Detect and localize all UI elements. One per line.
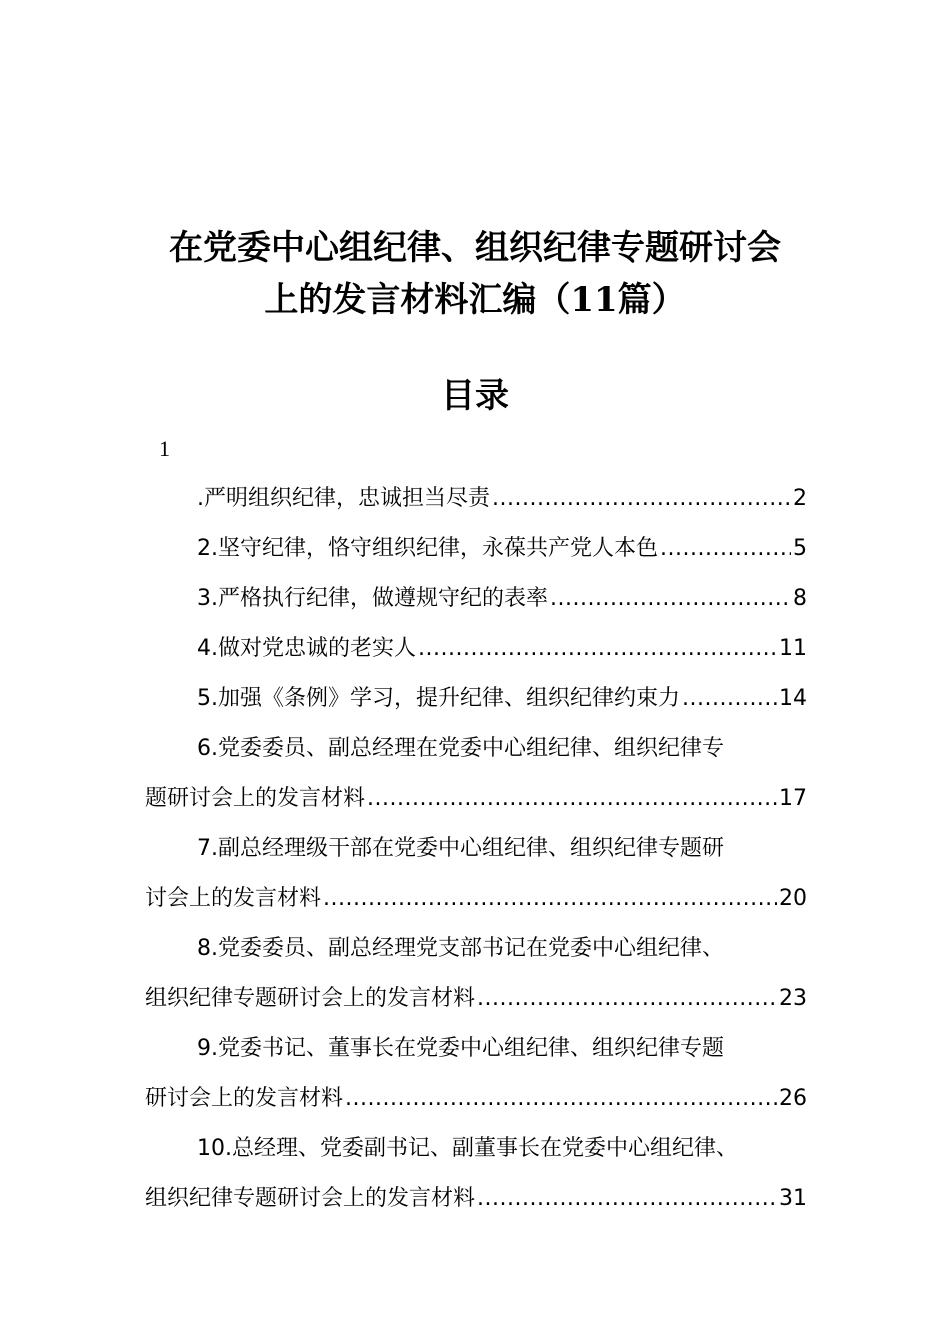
toc-dot-leader (682, 674, 777, 724)
toc-entry[interactable] (145, 524, 807, 574)
toc-entry-continuation[interactable] (145, 774, 807, 824)
toc-entry[interactable] (145, 624, 807, 674)
toc-entry-page: 5 (793, 536, 807, 561)
toc-dot-leader (418, 624, 777, 674)
toc-entry-title: 10.总经理、党委副书记、副董事长在党委中心组纪律、 (197, 1136, 738, 1161)
toc-entry-title: 7.副总经理级干部在党委中心组纪律、组织纪律专题研 (197, 836, 724, 861)
toc-entry-title-cont: 组织纪律专题研讨会上的发言材料 (145, 986, 476, 1011)
toc-entry-title: 9.党委书记、董事长在党委中心组纪律、组织纪律专题 (197, 1036, 724, 1061)
toc-entry-title-cont: 组织纪律专题研讨会上的发言材料 (145, 1186, 476, 1211)
toc-entry-first-line[interactable] (145, 724, 807, 774)
toc-entry-title: 2.坚守纪律，恪守组织纪律，永葆共产党人本色 (197, 536, 658, 561)
toc-dot-leader (323, 874, 777, 924)
toc-heading: 目录 (441, 376, 509, 416)
toc-entry-page: 14 (779, 686, 807, 711)
toc-entry-title: 4.做对党忠诚的老实人 (197, 636, 416, 661)
toc-entry-first-line[interactable] (145, 1024, 807, 1074)
toc-dot-leader (367, 774, 777, 824)
toc-entry-title: 8.党委委员、副总经理党支部书记在党委中心组纪律、 (197, 936, 724, 961)
toc-entry-title: 6.党委委员、副总经理在党委中心组纪律、组织纪律专 (197, 736, 724, 761)
toc-entry-title: 3.严格执行纪律，做遵规守纪的表率 (197, 586, 548, 611)
toc-entry[interactable] (145, 574, 807, 624)
toc-entry-continuation[interactable] (145, 1174, 807, 1224)
toc-dot-leader (345, 1074, 777, 1124)
toc-entry-title: 5.加强《条例》学习，提升纪律、组织纪律约束力 (197, 686, 680, 711)
toc-entry[interactable] (145, 674, 807, 724)
toc-entry-title-cont: 讨会上的发言材料 (145, 886, 322, 911)
toc-entry-page: 11 (779, 636, 807, 661)
toc-entry[interactable] (145, 474, 807, 524)
toc-entry-title-cont: 题研讨会上的发言材料 (145, 786, 366, 811)
toc-dot-leader (477, 1174, 777, 1224)
toc-entry-first-line[interactable] (145, 924, 807, 974)
document-title-line-1: 在党委中心组纪律、组织纪律专题研讨会 (169, 228, 781, 268)
toc-entry-title-cont: 研讨会上的发言材料 (145, 1086, 344, 1111)
toc-entry-continuation[interactable] (145, 1074, 807, 1124)
toc-entry-page: 31 (779, 1186, 807, 1211)
toc-entry-continuation[interactable] (145, 974, 807, 1024)
document-title-line-2: 上的发言材料汇编（11篇） (264, 280, 686, 320)
toc-dot-leader (492, 474, 791, 524)
toc-entry-page: 8 (793, 586, 807, 611)
toc-entry-title: .严明组织纪律，忠诚担当尽责 (197, 486, 490, 511)
toc-entry-page: 17 (779, 786, 807, 811)
toc-dot-leader (477, 974, 777, 1024)
stray-page-number: 1 (159, 436, 170, 461)
table-of-contents (145, 474, 807, 1224)
toc-entry-page: 26 (779, 1086, 807, 1111)
toc-dot-leader (660, 524, 791, 574)
toc-entry-page: 2 (793, 486, 807, 511)
toc-entry-continuation[interactable] (145, 874, 807, 924)
toc-dot-leader (550, 574, 791, 624)
toc-entry-first-line[interactable] (145, 824, 807, 874)
toc-entry-first-line[interactable] (145, 1124, 807, 1174)
toc-entry-page: 23 (779, 986, 807, 1011)
toc-entry-page: 20 (779, 886, 807, 911)
